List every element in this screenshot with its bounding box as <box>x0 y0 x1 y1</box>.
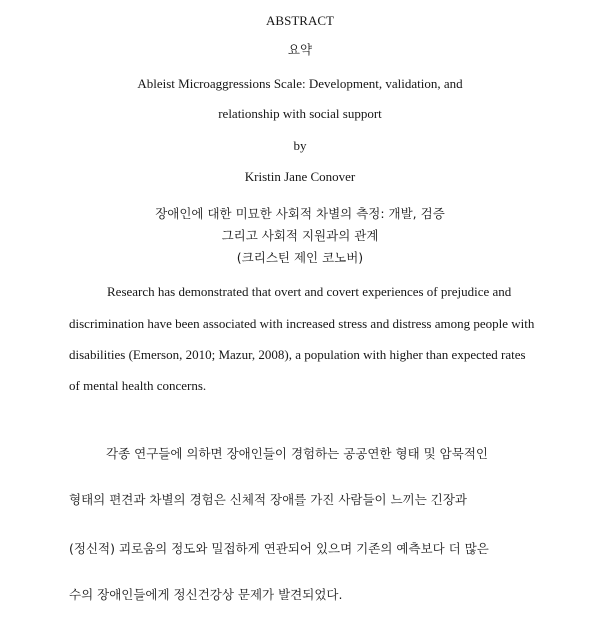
korean-title-line-3: (크리스틴 제인 코노버) <box>236 250 364 265</box>
abstract-heading: ABSTRACT <box>266 13 334 28</box>
by-label: by <box>293 138 307 153</box>
abstract-heading-korean: 요약 <box>287 42 313 57</box>
author-name: Kristin Jane Conover <box>244 169 356 184</box>
korean-title-line-2: 그리고 사회적 지원과의 관계 <box>221 228 379 243</box>
thesis-title-line-1: Ableist Microaggressions Scale: Development, validation, and <box>137 76 463 91</box>
korean-paragraph-line-2: 형태의 편견과 차별의 경험은 신체적 장애를 가진 사람들이 느끼는 긴장과 <box>69 492 468 507</box>
english-paragraph-line-4: of mental health concerns. <box>69 378 207 393</box>
english-paragraph-line-2: discrimination have been associated with increased stress and distress among people with <box>69 316 535 331</box>
korean-paragraph-line-1: 각종 연구들에 의하면 장애인들이 경험하는 공공연한 형태 및 암묵적인 <box>106 446 488 461</box>
english-paragraph-line-3: disabilities (Emerson, 2010; Mazur, 2008), a population with higher than expected rates <box>69 347 526 362</box>
korean-title-line-1: 장애인에 대한 미묘한 사회적 차별의 측정: 개발, 검증 <box>155 206 445 221</box>
korean-paragraph-line-3: (정신적) 괴로움의 정도와 밀접하게 연관되어 있으며 기존의 예측보다 더 많은 <box>69 541 489 556</box>
korean-paragraph-line-4: 수의 장애인들에게 정신건강상 문제가 발견되었다. <box>69 587 343 602</box>
english-paragraph-line-1: Research has demonstrated that overt and covert experiences of prejudice and <box>107 284 512 299</box>
thesis-title-line-2: relationship with social support <box>218 106 382 121</box>
